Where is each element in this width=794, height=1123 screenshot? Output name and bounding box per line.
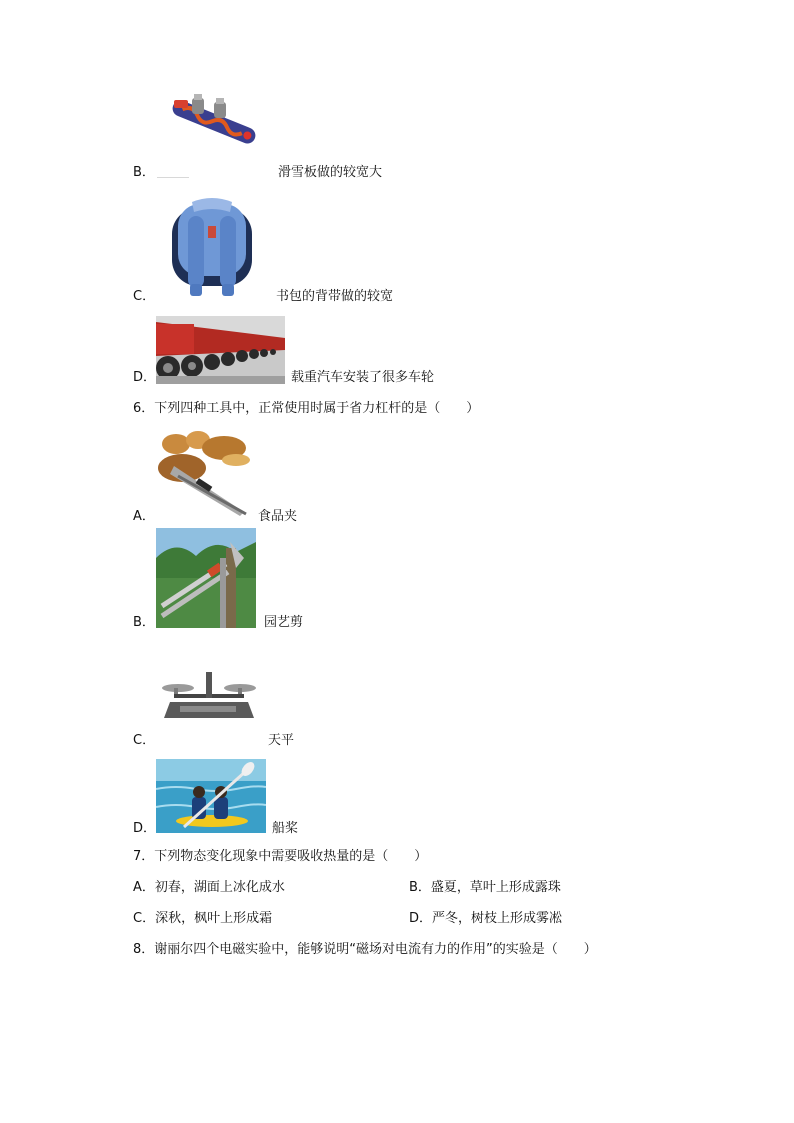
q6-option-b-text: 园艺剪 bbox=[264, 615, 304, 630]
q6-option-a-letter: A． bbox=[133, 509, 155, 524]
backpack-image bbox=[168, 196, 256, 298]
q7-stem: 7．下列物态变化现象中需要吸收热量的是（ ） bbox=[133, 849, 428, 864]
q6-stem: 6．下列四种工具中，正常使用时属于省力杠杆的是（ ） bbox=[133, 401, 480, 416]
q5-option-b-text: 滑雪板做的较宽大 bbox=[278, 165, 383, 180]
q5-option-b-letter: B． bbox=[133, 165, 155, 180]
q6-option-c-text: 天平 bbox=[268, 733, 295, 748]
garden-shears-image bbox=[156, 528, 256, 628]
q6-option-d-letter: D． bbox=[133, 821, 157, 836]
q6-option-b-letter: B． bbox=[133, 615, 155, 630]
balance-scale-image bbox=[160, 668, 258, 722]
q7-option-d: D．严冬，树枝上形成雾凇 bbox=[409, 911, 563, 926]
q5-option-c-letter: C． bbox=[133, 289, 156, 304]
q7-option-b: B．盛夏，草叶上形成露珠 bbox=[409, 880, 561, 895]
q8-stem: 8．谢丽尔四个电磁实验中，能够说明“磁场对电流有力的作用”的实验是（ ） bbox=[133, 942, 597, 957]
q5-option-c-text: 书包的背带做的较宽 bbox=[276, 289, 394, 304]
q5-option-d-letter: D． bbox=[133, 370, 157, 385]
q6-option-a-text: 食品夹 bbox=[258, 509, 298, 524]
food-tongs-image bbox=[156, 430, 252, 520]
q6-option-c-letter: C． bbox=[133, 733, 156, 748]
q7-option-c: C．深秋，枫叶上形成霜 bbox=[133, 911, 273, 926]
q6-option-d-text: 船桨 bbox=[272, 821, 299, 836]
image-placeholder-line bbox=[157, 177, 189, 178]
heavy-truck-image bbox=[156, 316, 285, 384]
q7-option-a: A．初春，湖面上冰化成水 bbox=[133, 880, 285, 895]
kayak-paddle-image bbox=[156, 759, 266, 833]
q5-option-d-text: 载重汽车安装了很多车轮 bbox=[291, 370, 435, 385]
snowboard-image bbox=[166, 92, 262, 148]
